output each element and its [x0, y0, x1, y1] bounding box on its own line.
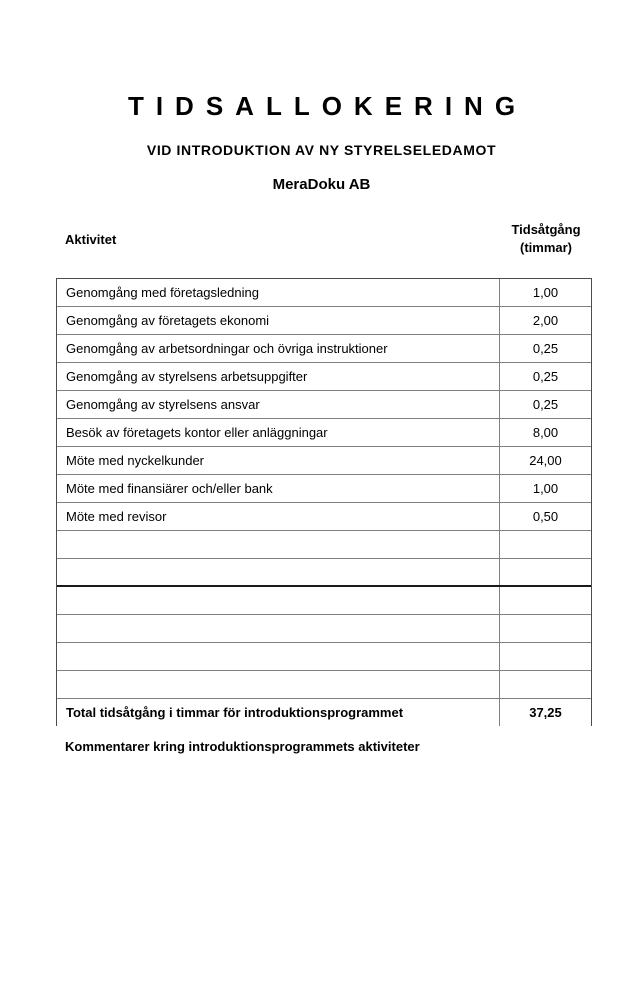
column-header-time-line2: (timmar)	[519, 240, 572, 255]
table-row	[57, 615, 591, 643]
time-cell	[499, 531, 591, 558]
table-row	[57, 559, 591, 587]
time-cell: 2,00	[499, 307, 591, 334]
activity-cell: Genomgång av styrelsens arbetsuppgifter	[66, 369, 308, 384]
activity-cell: Möte med nyckelkunder	[66, 453, 205, 468]
table-row	[57, 643, 591, 671]
page-title: TIDSALLOKERING	[127, 91, 528, 121]
activity-cell	[57, 643, 499, 670]
total-row	[57, 699, 591, 726]
page-subtitle: VID INTRODUKTION AV NY STYRELSELEDAMOT	[146, 142, 497, 158]
time-cell: 0,25	[499, 335, 591, 362]
activity-cell: Möte med revisor	[66, 509, 167, 524]
time-allocation-table	[56, 278, 592, 726]
activity-cell	[57, 615, 499, 642]
total-label: Total tidsåtgång i timmar för introduktionsprogrammet	[66, 705, 404, 720]
activity-cell: Genomgång av företagets ekonomi	[66, 313, 270, 328]
table-row	[57, 587, 591, 615]
table-row	[57, 419, 591, 447]
time-cell	[499, 615, 591, 642]
time-cell	[499, 643, 591, 670]
time-cell	[499, 559, 591, 585]
table-row	[57, 307, 591, 335]
table-row	[57, 447, 591, 475]
activity-cell: Genomgång av styrelsens ansvar	[66, 397, 260, 412]
table-row	[57, 671, 591, 699]
activity-cell: Genomgång med företagsledning	[66, 285, 259, 300]
column-header-time	[500, 221, 592, 257]
table-row	[57, 475, 591, 503]
activity-cell	[57, 587, 499, 614]
activity-cell	[57, 531, 499, 558]
table-row	[57, 391, 591, 419]
activity-cell	[57, 671, 499, 698]
comments-heading: Kommentarer kring introduktionsprogrammets aktiviteter	[65, 739, 420, 754]
time-cell: 0,50	[499, 503, 591, 530]
column-header-activity: Aktivitet	[65, 232, 117, 247]
table-row	[57, 363, 591, 391]
activity-cell	[57, 559, 499, 585]
time-cell: 24,00	[499, 447, 591, 474]
time-cell	[499, 671, 591, 698]
time-cell: 1,00	[499, 279, 591, 306]
time-cell	[499, 587, 591, 614]
table-row	[57, 279, 591, 307]
time-cell: 1,00	[499, 475, 591, 502]
time-cell: 0,25	[499, 363, 591, 390]
total-value: 37,25	[499, 699, 591, 726]
column-header-time-line1: Tidsåtgång	[511, 222, 581, 237]
activity-cell: Genomgång av arbetsordningar och övriga instruktioner	[66, 341, 388, 356]
activity-cell: Möte med finansiärer och/eller bank	[66, 481, 273, 496]
time-cell: 8,00	[499, 419, 591, 446]
time-cell: 0,25	[499, 391, 591, 418]
table-row	[57, 531, 591, 559]
table-row	[57, 335, 591, 363]
company-name: MeraDoku AB	[272, 176, 371, 193]
activity-cell: Besök av företagets kontor eller anläggningar	[66, 425, 328, 440]
table-body	[57, 279, 591, 699]
table-row	[57, 503, 591, 531]
